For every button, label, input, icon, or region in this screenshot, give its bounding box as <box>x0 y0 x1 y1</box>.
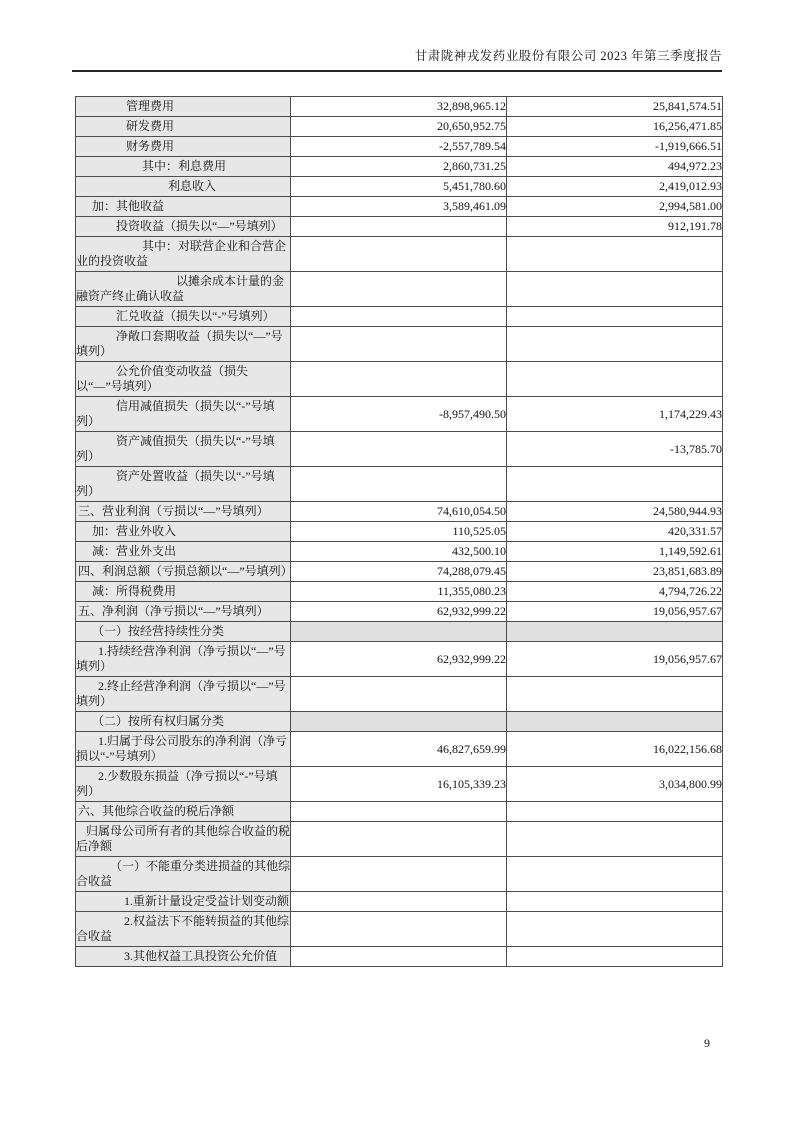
table-row <box>76 327 723 362</box>
row-value-current-period: 62,932,999.22 <box>291 602 507 622</box>
row-value-prior-period <box>507 272 723 307</box>
table-row <box>76 602 723 622</box>
row-value-current-period: 3,589,461.09 <box>291 197 507 217</box>
table-row <box>76 892 723 912</box>
table-row <box>76 237 723 272</box>
table-row <box>76 642 723 677</box>
row-value-prior-period <box>507 802 723 822</box>
table-row <box>76 137 723 157</box>
table-row <box>76 857 723 892</box>
row-value-prior-period: 25,841,574.51 <box>507 97 723 117</box>
row-value-prior-period: 16,022,156.68 <box>507 732 723 767</box>
table-row <box>76 542 723 562</box>
row-label: 加：营业外收入 <box>76 522 291 542</box>
row-value-current-period: 74,288,079.45 <box>291 562 507 582</box>
row-label: （一）按经营持续性分类 <box>76 622 291 642</box>
row-value-current-period: 62,932,999.22 <box>291 642 507 677</box>
row-value-prior-period: 19,056,957.67 <box>507 642 723 677</box>
row-value-prior-period <box>507 362 723 397</box>
row-value-prior-period <box>507 947 723 967</box>
row-value-current-period <box>291 947 507 967</box>
row-value-current-period: -8,957,490.50 <box>291 397 507 432</box>
row-value-prior-period <box>507 237 723 272</box>
page-number: 9 <box>704 1036 710 1050</box>
row-value-prior-period: -1,919,666.51 <box>507 137 723 157</box>
row-value-current-period <box>291 272 507 307</box>
income-statement-body <box>76 97 723 967</box>
row-value-prior-period <box>507 467 723 502</box>
row-label: 以摊余成本计量的金融资产终止确认收益 <box>76 272 291 307</box>
table-row <box>76 767 723 802</box>
table-row <box>76 522 723 542</box>
row-value-prior-period <box>507 912 723 947</box>
row-value-current-period <box>291 802 507 822</box>
row-label: 汇兑收益（损失以“-”号填列） <box>76 307 291 327</box>
table-row <box>76 307 723 327</box>
income-statement-table <box>75 96 723 967</box>
row-label: 财务费用 <box>76 137 291 157</box>
row-label: 减：所得税费用 <box>76 582 291 602</box>
row-label: 净敞口套期收益（损失以“—”号填列） <box>76 327 291 362</box>
row-value-current-period <box>291 432 507 467</box>
row-value-prior-period: 912,191.78 <box>507 217 723 237</box>
table-row <box>76 822 723 857</box>
row-label: 归属母公司所有者的其他综合收益的税后净额 <box>76 822 291 857</box>
table-row <box>76 467 723 502</box>
row-value-current-period: -2,557,789.54 <box>291 137 507 157</box>
row-label: 加：其他收益 <box>76 197 291 217</box>
row-value-prior-period: 420,331.57 <box>507 522 723 542</box>
table-row <box>76 712 723 732</box>
row-label: 1.归属于母公司股东的净利润（净亏损以“-”号填列） <box>76 732 291 767</box>
table-row <box>76 177 723 197</box>
row-value-prior-period: 4,794,726.22 <box>507 582 723 602</box>
row-value-prior-period <box>507 857 723 892</box>
row-value-current-period <box>291 912 507 947</box>
row-value-current-period <box>291 822 507 857</box>
row-value-current-period <box>291 307 507 327</box>
row-value-prior-period: 2,994,581.00 <box>507 197 723 217</box>
row-value-prior-period: 16,256,471.85 <box>507 117 723 137</box>
row-value-current-period <box>291 892 507 912</box>
row-label: 资产减值损失（损失以“-”号填列） <box>76 432 291 467</box>
row-value-current-period: 2,860,731.25 <box>291 157 507 177</box>
table-row <box>76 947 723 967</box>
table-row <box>76 582 723 602</box>
row-label: 投资收益（损失以“—”号填列） <box>76 217 291 237</box>
table-row <box>76 217 723 237</box>
page-header <box>72 46 722 72</box>
row-value-prior-period <box>507 307 723 327</box>
row-value-prior-period: 2,419,012.93 <box>507 177 723 197</box>
row-value-current-period <box>291 677 507 712</box>
table-row <box>76 117 723 137</box>
row-value-prior-period <box>507 822 723 857</box>
table-row <box>76 362 723 397</box>
row-label: 1.持续经营净利润（净亏损以“—”号填列） <box>76 642 291 677</box>
row-value-prior-period: 3,034,800.99 <box>507 767 723 802</box>
row-label: 其中：利息费用 <box>76 157 291 177</box>
table-row <box>76 622 723 642</box>
row-label: 六、其他综合收益的税后净额 <box>76 802 291 822</box>
row-value-current-period <box>291 217 507 237</box>
table-row <box>76 562 723 582</box>
report-title: 甘肃陇神戎发药业股份有限公司 2023 年第三季度报告 <box>414 49 722 63</box>
table-row <box>76 802 723 822</box>
table-row <box>76 432 723 467</box>
row-label: 其中：对联营企业和合营企业的投资收益 <box>76 237 291 272</box>
row-value-prior-period <box>507 677 723 712</box>
row-label: 减：营业外支出 <box>76 542 291 562</box>
row-label: 2.终止经营净利润（净亏损以“—”号填列） <box>76 677 291 712</box>
row-value-current-period: 20,650,952.75 <box>291 117 507 137</box>
row-label: 管理费用 <box>76 97 291 117</box>
row-value-current-period: 16,105,339.23 <box>291 767 507 802</box>
table-row <box>76 677 723 712</box>
table-row <box>76 502 723 522</box>
row-value-prior-period <box>507 892 723 912</box>
page-footer <box>75 1036 722 1051</box>
row-value-current-period <box>291 622 507 642</box>
row-label: 利息收入 <box>76 177 291 197</box>
table-row <box>76 97 723 117</box>
table-row <box>76 197 723 217</box>
row-value-prior-period: 19,056,957.67 <box>507 602 723 622</box>
row-value-prior-period <box>507 712 723 732</box>
row-value-prior-period <box>507 622 723 642</box>
row-label: 2.权益法下不能转损益的其他综合收益 <box>76 912 291 947</box>
table-row <box>76 397 723 432</box>
row-value-prior-period <box>507 327 723 362</box>
row-label: 3.其他权益工具投资公允价值 <box>76 947 291 967</box>
row-label: 四、利润总额（亏损总额以“—”号填列） <box>76 562 291 582</box>
row-value-prior-period: 494,972.23 <box>507 157 723 177</box>
row-value-current-period: 110,525.05 <box>291 522 507 542</box>
row-value-current-period <box>291 712 507 732</box>
row-value-current-period <box>291 467 507 502</box>
table-row <box>76 912 723 947</box>
row-value-current-period: 5,451,780.60 <box>291 177 507 197</box>
row-label: （一）不能重分类进损益的其他综合收益 <box>76 857 291 892</box>
row-value-current-period: 32,898,965.12 <box>291 97 507 117</box>
table-row <box>76 157 723 177</box>
row-label: 2.少数股东损益（净亏损以“-”号填列） <box>76 767 291 802</box>
row-label: 资产处置收益（损失以“-”号填列） <box>76 467 291 502</box>
row-value-prior-period: 1,174,229.43 <box>507 397 723 432</box>
row-value-prior-period: 23,851,683.89 <box>507 562 723 582</box>
row-value-current-period <box>291 237 507 272</box>
row-value-prior-period: -13,785.70 <box>507 432 723 467</box>
row-value-current-period: 432,500.10 <box>291 542 507 562</box>
row-value-current-period <box>291 362 507 397</box>
row-label: 三、营业利润（亏损以“—”号填列） <box>76 502 291 522</box>
row-value-prior-period: 24,580,944.93 <box>507 502 723 522</box>
row-label: （二）按所有权归属分类 <box>76 712 291 732</box>
row-value-prior-period: 1,149,592.61 <box>507 542 723 562</box>
row-value-current-period: 11,355,080.23 <box>291 582 507 602</box>
row-label: 研发费用 <box>76 117 291 137</box>
table-row <box>76 732 723 767</box>
row-value-current-period: 74,610,054.50 <box>291 502 507 522</box>
row-label: 五、净利润（净亏损以“—”号填列） <box>76 602 291 622</box>
row-label: 公允价值变动收益（损失以“—”号填列） <box>76 362 291 397</box>
row-value-current-period <box>291 327 507 362</box>
row-label: 1.重新计量设定受益计划变动额 <box>76 892 291 912</box>
table-row <box>76 272 723 307</box>
row-value-current-period: 46,827,659.99 <box>291 732 507 767</box>
row-value-current-period <box>291 857 507 892</box>
row-label: 信用减值损失（损失以“-”号填列） <box>76 397 291 432</box>
